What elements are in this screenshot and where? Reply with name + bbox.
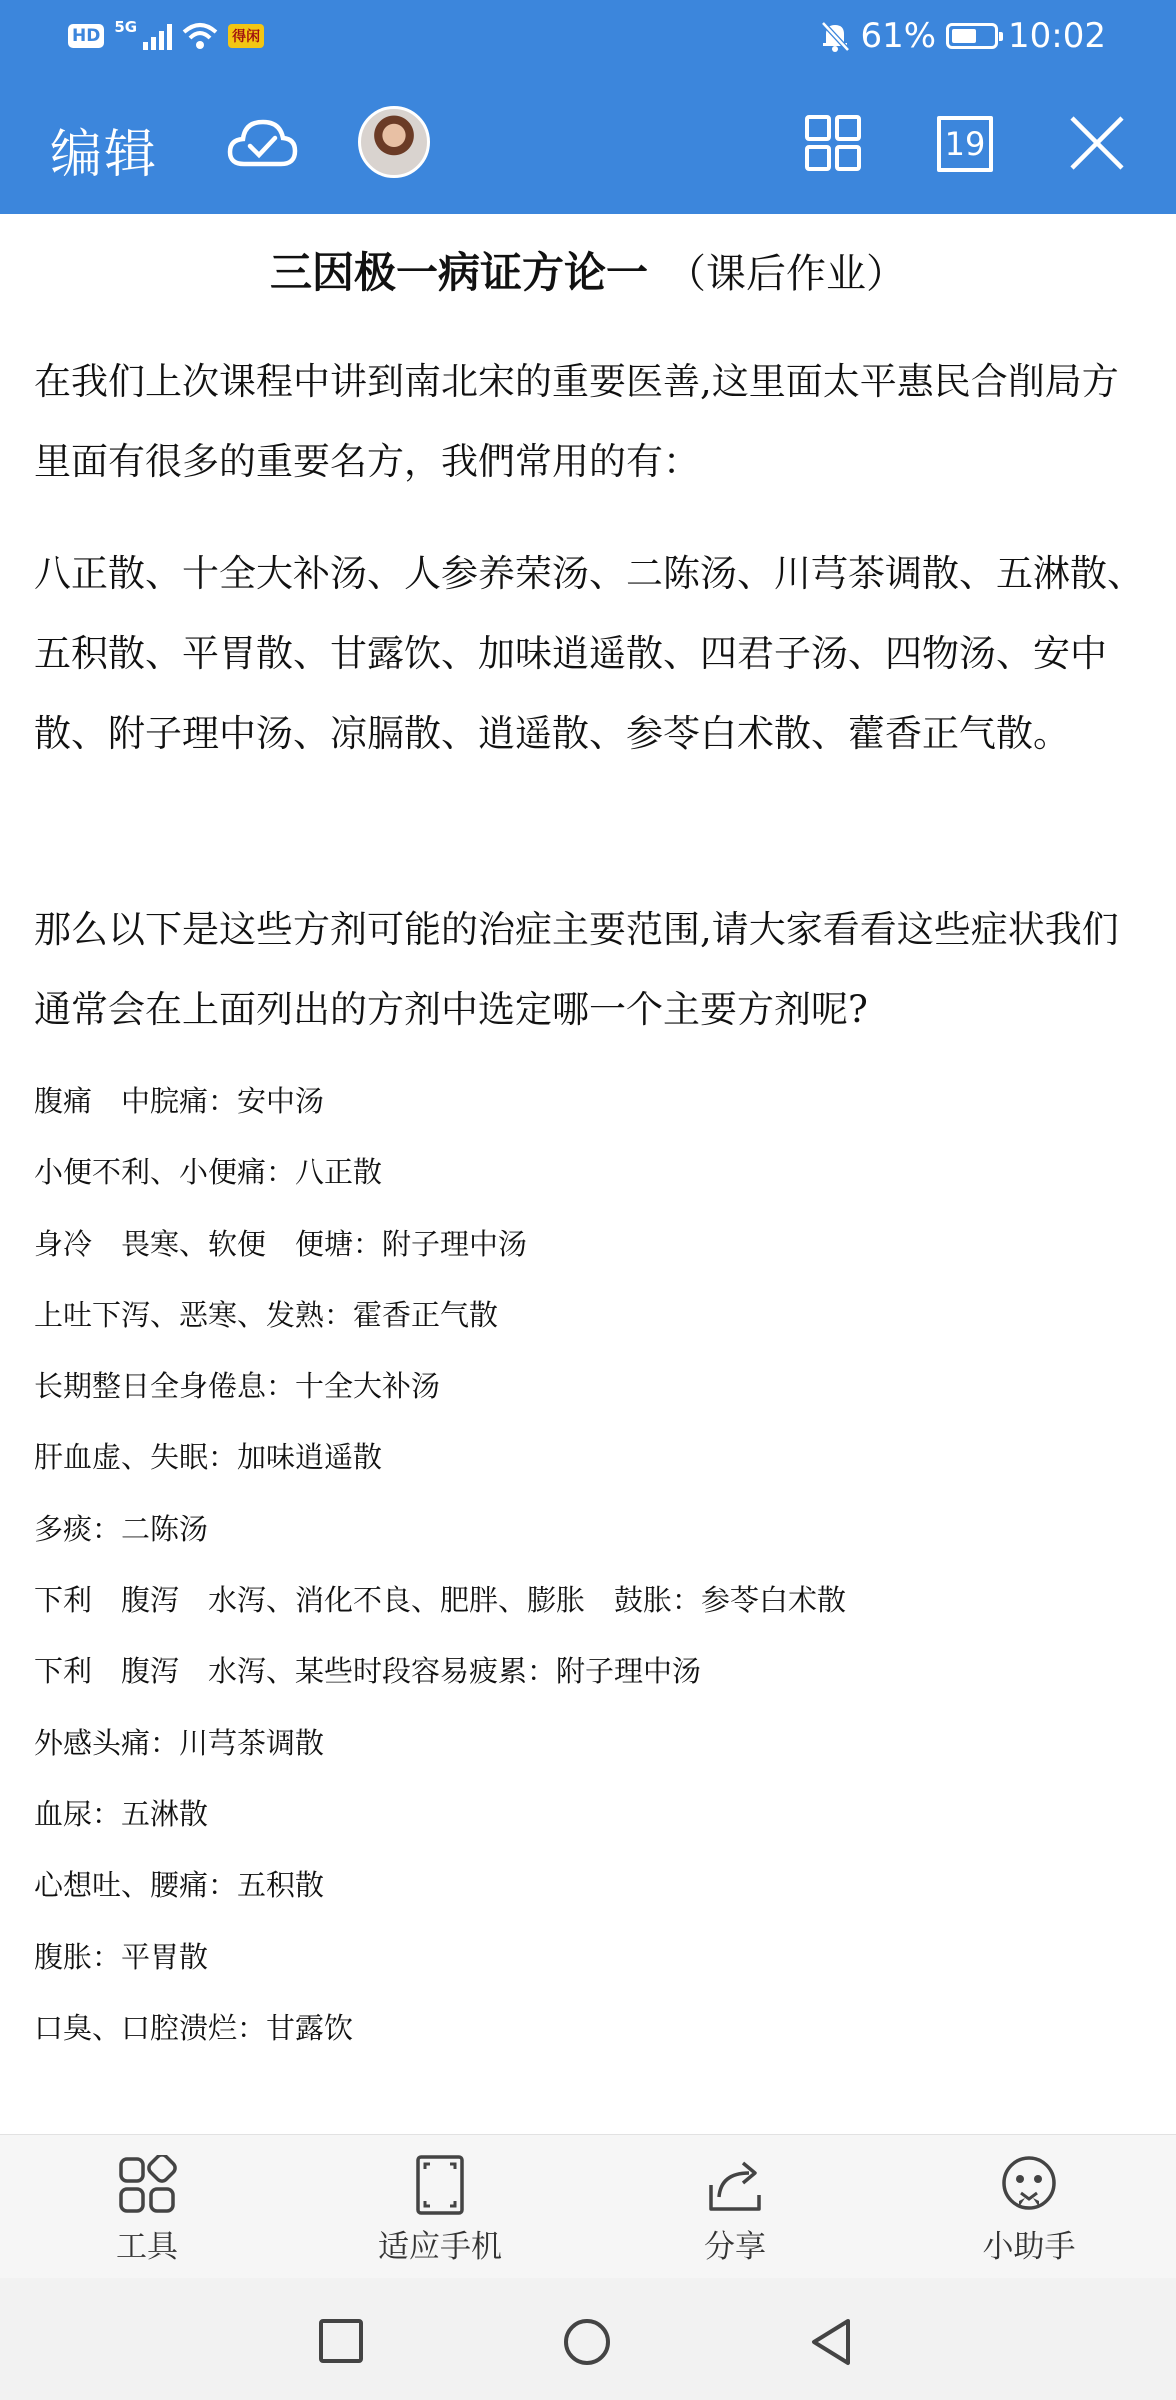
list-item: 腹痛 中脘痛：安中汤 xyxy=(34,1084,325,1118)
hd-icon: HD xyxy=(68,24,104,48)
document-title: 三因极一病证方论一 xyxy=(269,248,648,297)
mute-bell-icon xyxy=(820,20,850,52)
list-item: 上吐下泻、恶寒、发熟：霍香正气散 xyxy=(34,1297,499,1332)
list-item: 长期整日全身倦息：十全大补汤 xyxy=(34,1369,441,1404)
grid-icon[interactable] xyxy=(804,114,862,172)
assistant-icon xyxy=(999,2155,1059,2215)
calendar-day: 19 xyxy=(944,125,986,163)
intro-paragraph: 在我们上次课程中讲到南北宋的重要医善,这里面太平惠民合削局方里面有很多的重要名方，我們常用的有： xyxy=(34,360,1119,483)
signal-icon xyxy=(143,22,172,50)
assistant-button[interactable] xyxy=(929,2155,1129,2266)
tools-label: 工具 xyxy=(116,2229,178,2265)
document-view[interactable] xyxy=(0,214,1176,2134)
battery-icon xyxy=(946,23,998,49)
formula-list-paragraph: 八正散、十全大补汤、人参养荣汤、二陈汤、川芎茶调散、五淋散、五积散、平胃散、甘露饮、加味逍遥散、四君子汤、四物汤、安中散、附子理中汤、凉膈散、逍遥散、参苓白术散、藿香正气散。 xyxy=(34,552,1144,755)
share-icon xyxy=(705,2155,765,2215)
list-item: 多痰：二陈汤 xyxy=(34,1511,209,1546)
list-item: 心想吐、腰痛：五积散 xyxy=(34,1868,325,1903)
wifi-icon xyxy=(182,22,218,50)
share-label: 分享 xyxy=(704,2229,766,2265)
cloud-check-icon[interactable] xyxy=(226,114,298,170)
list-item: 外感头痛：川芎茶调散 xyxy=(34,1725,325,1760)
list-item: 口臭、口腔溃烂：甘露饮 xyxy=(34,2010,354,2045)
bottom-toolbar xyxy=(0,2134,1176,2278)
document-title-line xyxy=(0,240,1176,300)
list-item: 小便不利、小便痛：八正散 xyxy=(34,1155,383,1190)
assistant-label: 小助手 xyxy=(982,2229,1076,2265)
symptom-list xyxy=(34,1066,1144,2064)
app-header xyxy=(0,74,1176,214)
edit-button[interactable]: 编辑 xyxy=(50,125,159,185)
list-item: 下利 腹泻 水泻、某些时段容易疲累：附子理中汤 xyxy=(34,1654,702,1689)
avatar[interactable] xyxy=(358,106,430,178)
close-icon[interactable] xyxy=(1068,114,1126,172)
back-icon[interactable] xyxy=(808,2318,854,2366)
list-item: 血尿：五淋散 xyxy=(34,1796,209,1831)
fit-phone-button[interactable] xyxy=(340,2155,540,2266)
app-badge: 得闲 xyxy=(228,24,264,48)
share-button[interactable] xyxy=(635,2155,835,2266)
clock: 10:02 xyxy=(1008,16,1106,56)
question-paragraph: 那么以下是这些方剂可能的治症主要范围,请大家看看这些症状我们通常会在上面列出的方剂中选定哪一个主要方剂呢? xyxy=(34,908,1119,1031)
list-item: 腹胀：平胃散 xyxy=(34,1939,209,1974)
network-type: 5G xyxy=(114,18,138,36)
fit-phone-label: 适应手机 xyxy=(378,2229,502,2265)
tools-icon xyxy=(117,2155,177,2215)
list-item: 肝血虚、失眠：加味逍遥散 xyxy=(34,1440,383,1475)
home-icon[interactable] xyxy=(563,2318,611,2366)
list-item: 下利 腹泻 水泻、消化不良、肥胖、膨胀 鼓胀：参苓白术散 xyxy=(34,1583,847,1618)
recent-apps-icon[interactable] xyxy=(318,2318,364,2364)
battery-percent: 61% xyxy=(860,16,937,56)
list-item: 身冷 畏寒、软便 便塘：附子理中汤 xyxy=(34,1226,528,1261)
document-title-note: （课后作业） xyxy=(666,251,906,297)
system-nav-bar xyxy=(0,2278,1176,2400)
calendar-icon[interactable] xyxy=(937,116,993,172)
tools-button[interactable] xyxy=(47,2155,247,2266)
status-bar xyxy=(0,0,1176,74)
fit-screen-icon xyxy=(410,2155,470,2215)
battery-fill xyxy=(952,29,976,43)
